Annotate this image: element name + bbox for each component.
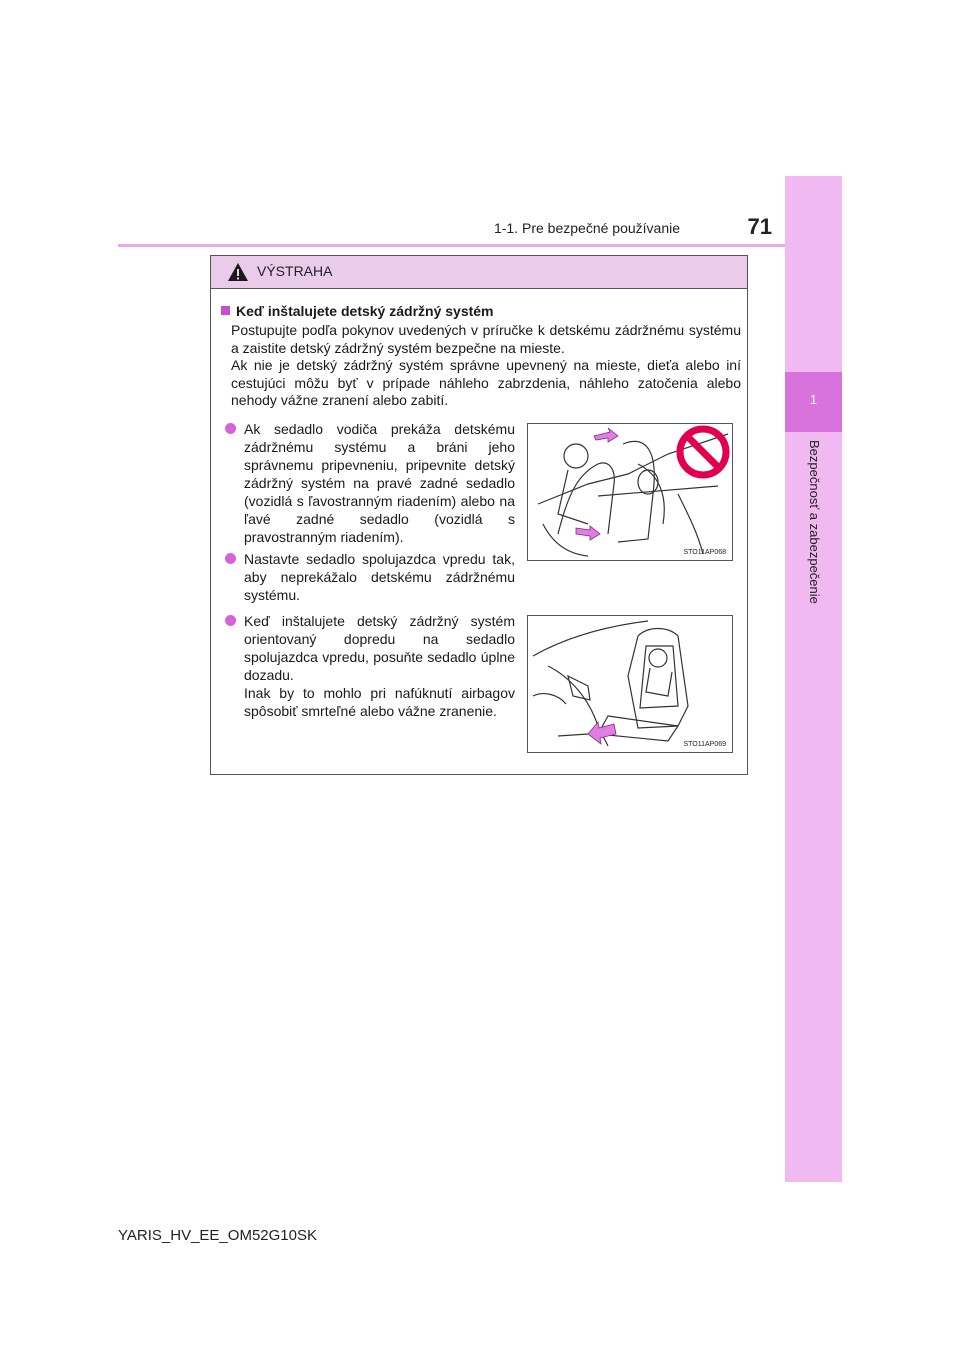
- figure-code: STO11AP069: [683, 741, 726, 748]
- paragraph: Postupujte podľa pokynov uvedených v príručke k detskému zádržnému systému a zaistite detský zádržný systém bezpečne na mieste.: [231, 322, 741, 356]
- square-bullet-icon: [221, 306, 230, 315]
- paragraph: Ak nie je detský zádržný systém správne upevnený na mieste, dieťa alebo iní cestujúci môžu byť v prípade náhleho zabrzdenia, náhleho zatočenia alebo nehody vážne zranení alebo zabití.: [231, 357, 741, 408]
- page-number: 71: [747, 214, 772, 239]
- illustration-driver-seat: [527, 423, 733, 561]
- seat-illustration-icon: [528, 424, 732, 560]
- bullet-item: Ak sedadlo vodiča prekáža detskému zádržnému systému a bráni jeho správnemu pripevneniu, pripevnite detský zádržný systém na pravé zadné sedadlo (vozidlá s ľavostranným riadením) alebo na ľavé zadné sedadlo (vozidlá s pravostranným riadením).: [225, 420, 515, 546]
- header-rule: [118, 244, 785, 247]
- seat-illustration-icon: [528, 616, 732, 752]
- arrow-icon: [588, 722, 616, 744]
- section-title: 1-1. Pre bezpečné používanie: [493, 220, 680, 236]
- prohibition-icon: [680, 429, 726, 475]
- warning-box: [210, 255, 748, 775]
- chapter-number: 1: [809, 392, 818, 407]
- bullet-dot-icon: [225, 423, 236, 434]
- document-code: YARIS_HV_EE_OM52G10SK: [118, 1227, 317, 1244]
- bullet-item: Keď inštalujete detský zádržný systém orientovaný dopredu na sedadlo spolujazdca vpredu, posuňte sedadlo úplne dozadu. Inak by to mohlo pri nafúknutí airbagov spôsobiť smrteľné alebo vážne zranenie.: [225, 612, 515, 720]
- bullet-dot-icon: [225, 553, 236, 564]
- bullet-dot-icon: [225, 615, 236, 626]
- chapter-tab: [785, 176, 842, 1182]
- warning-triangle-icon: [227, 262, 249, 282]
- warning-title: VÝSTRAHA: [257, 263, 333, 279]
- section-heading: Keď inštalujete detský zádržný systém: [221, 303, 494, 319]
- chapter-label: Bezpečnosť a zabezpečenie: [807, 440, 822, 604]
- illustration-passenger-seat: [527, 615, 733, 753]
- figure-code: STO11AP068: [683, 549, 726, 556]
- bullet-item: Nastavte sedadlo spolujazdca vpredu tak, aby neprekážalo detskému zádržnému systému.: [225, 550, 515, 604]
- warning-header: [211, 256, 747, 289]
